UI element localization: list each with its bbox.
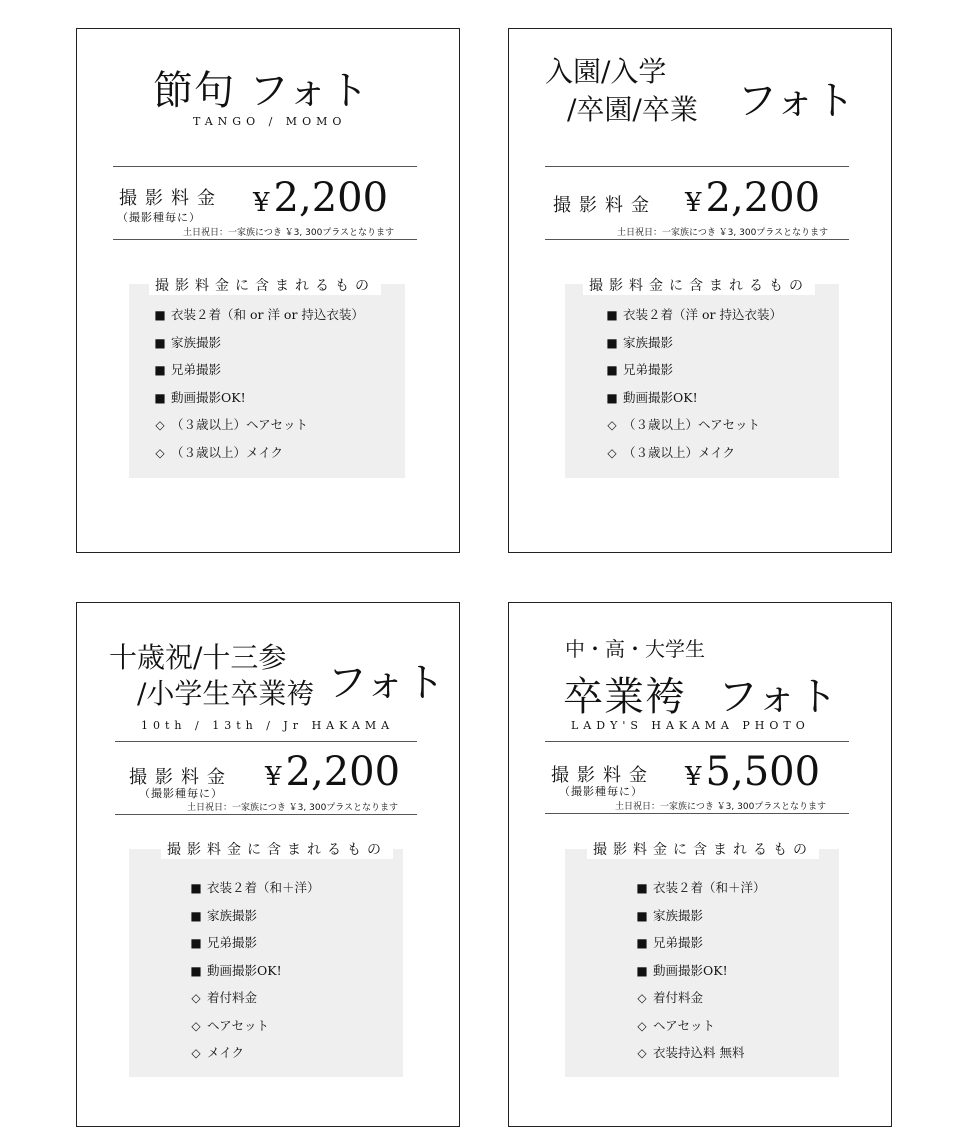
list-item bbox=[605, 439, 782, 467]
plan-title-line2: /小学生卒業袴 bbox=[137, 677, 315, 710]
bullet: ◇ bbox=[607, 445, 617, 460]
list-item bbox=[635, 902, 766, 930]
list-item bbox=[189, 1012, 320, 1040]
plan-title-line1: 入園/入学 bbox=[545, 55, 667, 88]
divider bbox=[115, 814, 417, 815]
item-text: 着付料金 bbox=[207, 990, 258, 1005]
list-item bbox=[605, 301, 782, 329]
yen-sign: ¥ bbox=[253, 188, 270, 218]
yen-sign: ¥ bbox=[685, 762, 702, 792]
divider bbox=[545, 741, 849, 742]
list-item bbox=[635, 1012, 766, 1040]
divider bbox=[113, 239, 417, 240]
price-value: 2,200 bbox=[273, 175, 389, 221]
item-text: 衣装２着（和＋洋） bbox=[207, 880, 320, 895]
plan-title-photo: フォト bbox=[248, 68, 370, 114]
bullet: ■ bbox=[190, 936, 202, 950]
list-item bbox=[153, 411, 364, 439]
list-item bbox=[635, 984, 766, 1012]
list-item bbox=[635, 957, 766, 985]
plan-subtitle: LADY'S HAKAMA PHOTO bbox=[571, 719, 810, 732]
holiday-note: 土日祝日：一家族につき ￥3, 300プラスとなります bbox=[615, 802, 827, 812]
list-item bbox=[605, 356, 782, 384]
item-text: （３歳以上）ヘアセット bbox=[623, 417, 761, 432]
item-text: 動画撮影OK! bbox=[207, 962, 282, 978]
price-value: 2,200 bbox=[705, 175, 821, 221]
bullet: ■ bbox=[636, 963, 648, 978]
bullet: ■ bbox=[606, 335, 618, 350]
bullet: ■ bbox=[154, 390, 166, 405]
yen-sign: ¥ bbox=[685, 188, 702, 218]
divider bbox=[113, 166, 417, 167]
list-item bbox=[605, 384, 782, 412]
list-item bbox=[189, 984, 320, 1012]
bullet: ■ bbox=[154, 335, 166, 350]
holiday-note: 土日祝日：一家族につき ￥3, 300プラスとなります bbox=[187, 803, 399, 813]
bullet: ■ bbox=[190, 908, 202, 923]
plan-title-text: 卒業袴 bbox=[563, 674, 686, 720]
plan-title-text: 節句 bbox=[153, 68, 235, 114]
plan-title-photo: フォト bbox=[717, 674, 839, 720]
price-note: （撮影種毎に） bbox=[117, 211, 201, 224]
bullet: ■ bbox=[606, 363, 618, 377]
list-item bbox=[605, 329, 782, 357]
item-text: メイク bbox=[207, 1045, 245, 1060]
included-list bbox=[189, 874, 320, 1067]
list-item bbox=[189, 929, 320, 957]
bullet: ■ bbox=[606, 390, 618, 405]
bullet: ■ bbox=[636, 881, 648, 895]
price bbox=[253, 175, 388, 221]
item-text: 家族撮影 bbox=[623, 334, 674, 350]
plan-card-sekku bbox=[76, 28, 460, 553]
divider bbox=[545, 166, 849, 167]
list-item bbox=[605, 411, 782, 439]
price bbox=[685, 175, 820, 221]
included-title: 撮影料金に含まれるもの bbox=[587, 839, 819, 859]
bullet: ■ bbox=[636, 936, 648, 950]
list-item bbox=[635, 929, 766, 957]
divider bbox=[545, 239, 849, 240]
item-text: 動画撮影OK! bbox=[171, 389, 246, 405]
included-list bbox=[635, 874, 766, 1067]
plan-title-line1: 十歳祝/十三参 bbox=[109, 641, 287, 674]
bullet: ◇ bbox=[607, 418, 617, 432]
item-text: （３歳以上）メイク bbox=[623, 444, 736, 460]
bullet: ■ bbox=[190, 881, 202, 895]
item-text: 衣装２着（和 or 洋 or 持込衣装） bbox=[171, 307, 364, 322]
plan-title-photo: フォト bbox=[737, 78, 855, 124]
item-text: ヘアセット bbox=[653, 1017, 716, 1033]
price-label: 撮影料金 bbox=[551, 765, 655, 786]
list-item bbox=[153, 301, 364, 329]
item-text: （３歳以上）ヘアセット bbox=[171, 417, 309, 432]
price-value: 2,200 bbox=[285, 749, 401, 795]
included-list bbox=[153, 301, 364, 466]
item-text: 衣装２着（洋 or 持込衣装） bbox=[623, 307, 782, 322]
price bbox=[685, 749, 820, 795]
item-text: 動画撮影OK! bbox=[653, 962, 728, 978]
price-value: 5,500 bbox=[705, 749, 821, 795]
plan-subtitle: 10th / 13th / Jr HAKAMA bbox=[141, 719, 395, 732]
item-text: 家族撮影 bbox=[207, 907, 258, 923]
price-label: 撮影料金 bbox=[553, 195, 657, 216]
plan-title-line2: /卒園/卒業 bbox=[567, 93, 698, 126]
divider bbox=[115, 741, 417, 742]
price bbox=[265, 749, 400, 795]
item-text: 衣装持込料 無料 bbox=[653, 1045, 745, 1060]
plan-card-jr-hakama bbox=[76, 602, 460, 1127]
bullet: ◇ bbox=[155, 418, 165, 432]
list-item bbox=[189, 902, 320, 930]
bullet: ◇ bbox=[191, 991, 201, 1005]
bullet: ◇ bbox=[637, 1018, 647, 1033]
price-note: （撮影種毎に） bbox=[559, 785, 643, 798]
item-text: 兄弟撮影 bbox=[623, 362, 674, 377]
item-text: 着付料金 bbox=[653, 990, 704, 1005]
item-text: （３歳以上）メイク bbox=[171, 444, 284, 460]
plan-title-photo: フォト bbox=[327, 660, 445, 706]
item-text: 兄弟撮影 bbox=[207, 935, 258, 950]
plan-title bbox=[153, 59, 370, 116]
list-item bbox=[153, 439, 364, 467]
bullet: ■ bbox=[190, 963, 202, 978]
bullet: ■ bbox=[606, 308, 618, 322]
plan-title-small: 中・高・大学生 bbox=[565, 637, 705, 661]
list-item bbox=[153, 384, 364, 412]
bullet: ■ bbox=[154, 363, 166, 377]
plan-title bbox=[563, 665, 839, 722]
plan-card-school bbox=[508, 28, 892, 553]
list-item bbox=[189, 874, 320, 902]
included-title: 撮影料金に含まれるもの bbox=[161, 839, 393, 859]
bullet: ■ bbox=[154, 308, 166, 322]
price-label: 撮影料金 bbox=[129, 767, 233, 788]
item-text: 衣装２着（和＋洋） bbox=[653, 880, 766, 895]
yen-sign: ¥ bbox=[265, 762, 282, 792]
item-text: 兄弟撮影 bbox=[171, 362, 222, 377]
plan-card-lady-hakama bbox=[508, 602, 892, 1127]
item-text: 兄弟撮影 bbox=[653, 935, 704, 950]
price-note: （撮影種毎に） bbox=[139, 787, 223, 800]
item-text: ヘアセット bbox=[207, 1017, 270, 1033]
holiday-note: 土日祝日：一家族につき ￥3, 300プラスとなります bbox=[183, 228, 395, 238]
holiday-note: 土日祝日：一家族につき ￥3, 300プラスとなります bbox=[617, 228, 829, 238]
item-text: 家族撮影 bbox=[653, 907, 704, 923]
list-item bbox=[635, 1039, 766, 1067]
item-text: 動画撮影OK! bbox=[623, 389, 698, 405]
list-item bbox=[153, 356, 364, 384]
bullet: ◇ bbox=[155, 445, 165, 460]
list-item bbox=[635, 874, 766, 902]
included-title: 撮影料金に含まれるもの bbox=[583, 275, 815, 295]
bullet: ◇ bbox=[191, 1046, 201, 1060]
divider bbox=[545, 813, 849, 814]
included-title: 撮影料金に含まれるもの bbox=[149, 275, 381, 295]
list-item bbox=[189, 957, 320, 985]
list-item bbox=[189, 1039, 320, 1067]
bullet: ◇ bbox=[637, 991, 647, 1005]
price-label: 撮影料金 bbox=[119, 188, 223, 209]
item-text: 家族撮影 bbox=[171, 334, 222, 350]
list-item bbox=[153, 329, 364, 357]
bullet: ■ bbox=[636, 908, 648, 923]
plan-subtitle: TANGO / MOMO bbox=[193, 115, 347, 128]
included-list bbox=[605, 301, 782, 466]
bullet: ◇ bbox=[637, 1046, 647, 1060]
bullet: ◇ bbox=[191, 1018, 201, 1033]
